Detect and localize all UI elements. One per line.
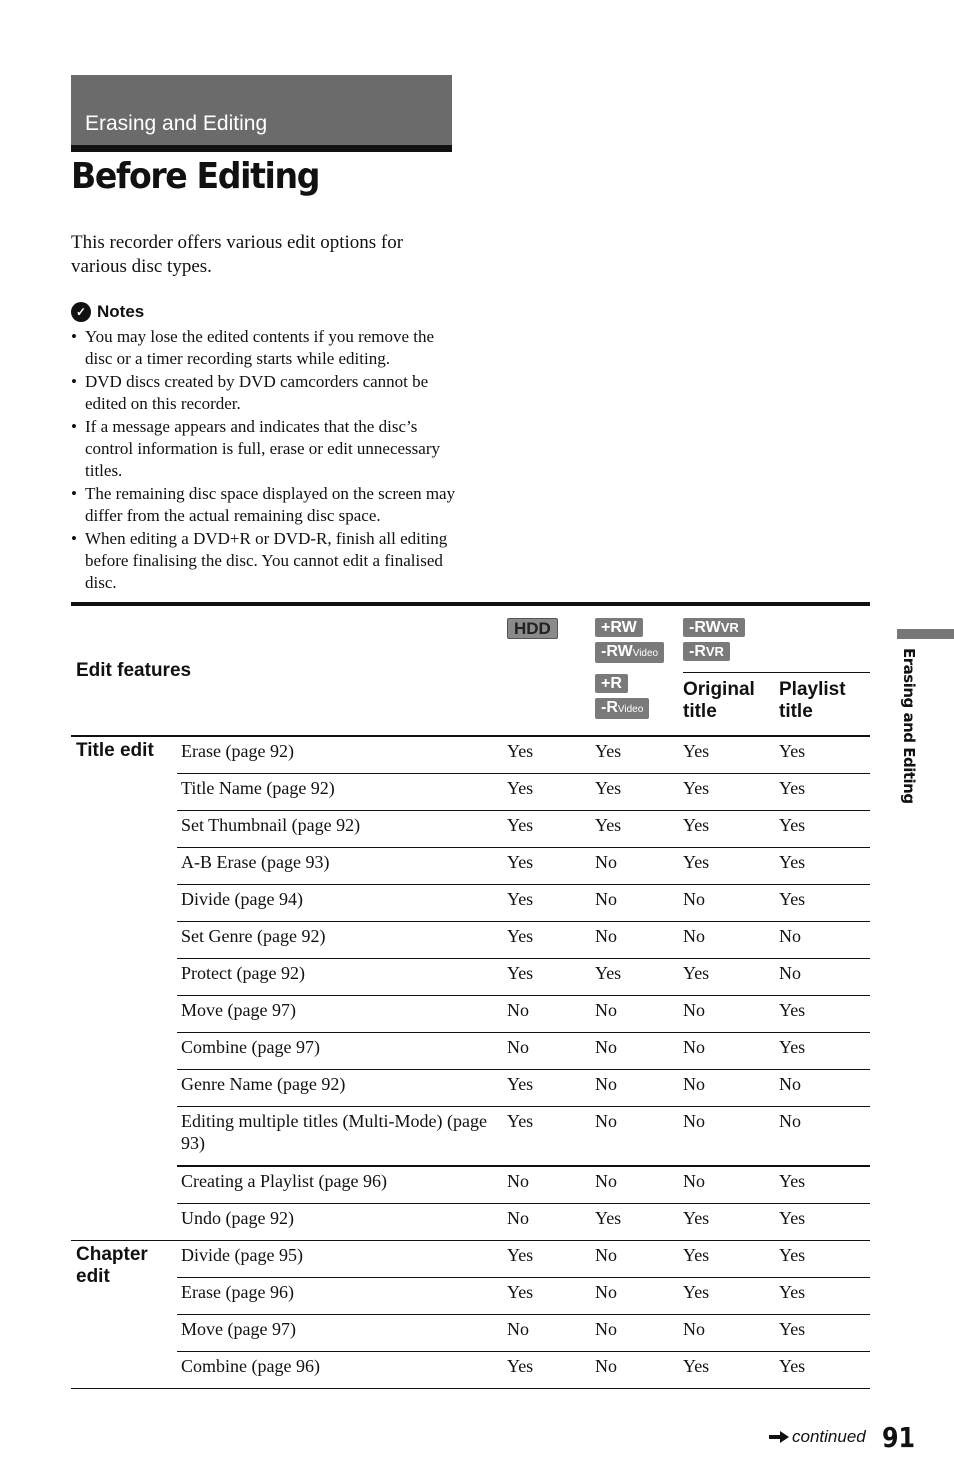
value-cell: No	[779, 1070, 870, 1107]
badge-sub: Video	[632, 648, 659, 659]
value-cell: Yes	[779, 1352, 870, 1389]
value-cell: Yes	[683, 1278, 779, 1315]
value-cell: No	[595, 922, 683, 959]
value-cell: No	[595, 885, 683, 922]
value-cell: Yes	[779, 736, 870, 774]
table-row	[71, 1278, 870, 1315]
value-cell: No	[779, 959, 870, 996]
value-cell: Yes	[683, 1241, 779, 1278]
category-spacer	[71, 1166, 177, 1241]
value-cell: Yes	[779, 848, 870, 885]
value-cell: No	[595, 848, 683, 885]
minus-r-video-badge	[595, 698, 649, 719]
feature-cell: Erase (page 92)	[177, 736, 507, 774]
badge-main: -RW	[601, 643, 633, 660]
vr-mode-column-header	[683, 604, 870, 673]
notes-heading	[71, 302, 144, 322]
table-row	[71, 1352, 870, 1389]
table-row	[71, 1204, 870, 1241]
value-cell: Yes	[779, 1033, 870, 1070]
feature-cell: Divide (page 94)	[177, 885, 507, 922]
badge-sub: Video	[617, 704, 644, 715]
value-cell: Yes	[595, 811, 683, 848]
value-cell: No	[683, 885, 779, 922]
badge-sub: VR	[720, 620, 739, 635]
value-cell: No	[595, 1033, 683, 1070]
value-cell: Yes	[779, 1241, 870, 1278]
feature-cell: Move (page 97)	[177, 996, 507, 1033]
feature-cell: Undo (page 92)	[177, 1204, 507, 1241]
note-item: • DVD discs created by DVD camcorders cannot be edited on this recorder.	[71, 371, 456, 416]
note-item: • If a message appears and indicates that the disc’s control information is full, erase or edit unnecessary titles.	[71, 416, 456, 483]
hdd-column-header	[507, 604, 595, 736]
value-cell: No	[507, 1166, 595, 1204]
value-cell: No	[507, 996, 595, 1033]
value-cell: Yes	[683, 848, 779, 885]
right-arrow-icon	[768, 1430, 790, 1444]
feature-cell: Combine (page 96)	[177, 1352, 507, 1389]
note-item: • When editing a DVD+R or DVD-R, finish all editing before finalising the disc. You cannot edit a finalised disc.	[71, 528, 456, 595]
feature-cell: Creating a Playlist (page 96)	[177, 1166, 507, 1204]
note-item: • The remaining disc space displayed on the screen may differ from the actual remaining disc space.	[71, 483, 456, 528]
value-cell: Yes	[507, 736, 595, 774]
edit-features-table-wrap	[71, 602, 870, 1389]
value-cell: Yes	[779, 1278, 870, 1315]
value-cell: No	[595, 996, 683, 1033]
notes-icon: ✓	[71, 302, 91, 322]
video-mode-column-header	[595, 604, 683, 736]
value-cell: Yes	[507, 1241, 595, 1278]
value-cell: No	[595, 1107, 683, 1167]
table-row	[71, 959, 870, 996]
hdd-badge: HDD	[507, 618, 558, 639]
value-cell: No	[595, 1070, 683, 1107]
value-cell: Yes	[779, 811, 870, 848]
note-item: • You may lose the edited contents if you remove the disc or a timer recording starts while editing.	[71, 326, 456, 371]
minus-rw-vr-badge	[683, 618, 745, 637]
value-cell: Yes	[507, 1107, 595, 1167]
value-cell: Yes	[507, 811, 595, 848]
value-cell: Yes	[779, 774, 870, 811]
playlist-title-header: Playlist title	[779, 673, 870, 737]
value-cell: No	[595, 1166, 683, 1204]
minus-rw-video-badge	[595, 642, 664, 663]
value-cell: Yes	[507, 848, 595, 885]
value-cell: Yes	[507, 1070, 595, 1107]
notes-heading-label: Notes	[97, 302, 145, 321]
table-row	[71, 811, 870, 848]
value-cell: Yes	[779, 996, 870, 1033]
value-cell: Yes	[683, 736, 779, 774]
table-row	[71, 1241, 870, 1278]
section-header-label: Erasing and Editing	[85, 112, 268, 135]
value-cell: No	[595, 1278, 683, 1315]
continued-indicator	[768, 1427, 866, 1447]
table-row	[71, 996, 870, 1033]
value-cell: Yes	[595, 1204, 683, 1241]
value-cell: No	[779, 1107, 870, 1167]
notes-list	[71, 326, 456, 595]
feature-cell: Move (page 97)	[177, 1315, 507, 1352]
table-row	[71, 1315, 870, 1352]
table-row	[71, 1070, 870, 1107]
value-cell: Yes	[507, 959, 595, 996]
page-title: Before Editing	[71, 156, 320, 197]
value-cell: Yes	[595, 736, 683, 774]
value-cell: Yes	[683, 1204, 779, 1241]
value-cell: No	[595, 1352, 683, 1389]
badge-sub: VR	[705, 644, 724, 659]
badge-main: -R	[601, 699, 618, 716]
feature-cell: Editing multiple titles (Multi-Mode) (page 93)	[177, 1107, 507, 1167]
value-cell: Yes	[683, 1352, 779, 1389]
table-row	[71, 1107, 870, 1167]
category-chapter-edit: Chapter edit	[71, 1241, 177, 1389]
value-cell: No	[683, 1033, 779, 1070]
feature-cell: Divide (page 95)	[177, 1241, 507, 1278]
page-number: 91	[882, 1421, 916, 1454]
feature-cell: Set Thumbnail (page 92)	[177, 811, 507, 848]
minus-r-vr-badge	[683, 642, 730, 661]
value-cell: No	[507, 1204, 595, 1241]
plus-r-badge: +R	[595, 674, 628, 693]
feature-cell: Set Genre (page 92)	[177, 922, 507, 959]
table-row	[71, 1166, 870, 1204]
value-cell: No	[683, 1166, 779, 1204]
value-cell: Yes	[779, 1166, 870, 1204]
intro-text: This recorder offers various edit options for various disc types.	[71, 232, 404, 277]
value-cell: Yes	[507, 1352, 595, 1389]
original-title-header: Original title	[683, 673, 779, 737]
continued-label: continued	[792, 1427, 866, 1446]
value-cell: No	[683, 1107, 779, 1167]
value-cell: No	[683, 1070, 779, 1107]
category-title-edit: Title edit	[71, 736, 177, 1166]
value-cell: Yes	[595, 959, 683, 996]
value-cell: No	[507, 1033, 595, 1070]
feature-cell: Title Name (page 92)	[177, 774, 507, 811]
value-cell: Yes	[507, 885, 595, 922]
value-cell: Yes	[683, 774, 779, 811]
table-row	[71, 922, 870, 959]
badge-main: -R	[689, 643, 706, 660]
feature-cell: Combine (page 97)	[177, 1033, 507, 1070]
value-cell: Yes	[683, 811, 779, 848]
value-cell: Yes	[779, 1315, 870, 1352]
value-cell: Yes	[507, 1278, 595, 1315]
table-row	[71, 885, 870, 922]
feature-cell: Protect (page 92)	[177, 959, 507, 996]
table-row	[71, 1033, 870, 1070]
edit-features-table	[71, 602, 870, 1389]
edit-features-header: Edit features	[71, 604, 507, 736]
section-header	[71, 75, 452, 152]
plus-rw-badge: +RW	[595, 618, 643, 637]
value-cell: Yes	[779, 885, 870, 922]
value-cell: Yes	[683, 959, 779, 996]
value-cell: No	[779, 922, 870, 959]
feature-cell: Erase (page 96)	[177, 1278, 507, 1315]
value-cell: Yes	[507, 922, 595, 959]
value-cell: No	[595, 1241, 683, 1278]
value-cell: No	[507, 1315, 595, 1352]
value-cell: Yes	[779, 1204, 870, 1241]
feature-cell: A-B Erase (page 93)	[177, 848, 507, 885]
table-row	[71, 736, 870, 774]
value-cell: No	[595, 1315, 683, 1352]
value-cell: No	[683, 1315, 779, 1352]
value-cell: No	[683, 922, 779, 959]
value-cell: No	[683, 996, 779, 1033]
badge-main: -RW	[689, 619, 721, 636]
side-tab-marker	[897, 629, 954, 639]
feature-cell: Genre Name (page 92)	[177, 1070, 507, 1107]
value-cell: Yes	[595, 774, 683, 811]
value-cell: Yes	[507, 774, 595, 811]
side-tab-label: Erasing and Editing	[900, 648, 918, 804]
table-row	[71, 774, 870, 811]
table-row	[71, 848, 870, 885]
